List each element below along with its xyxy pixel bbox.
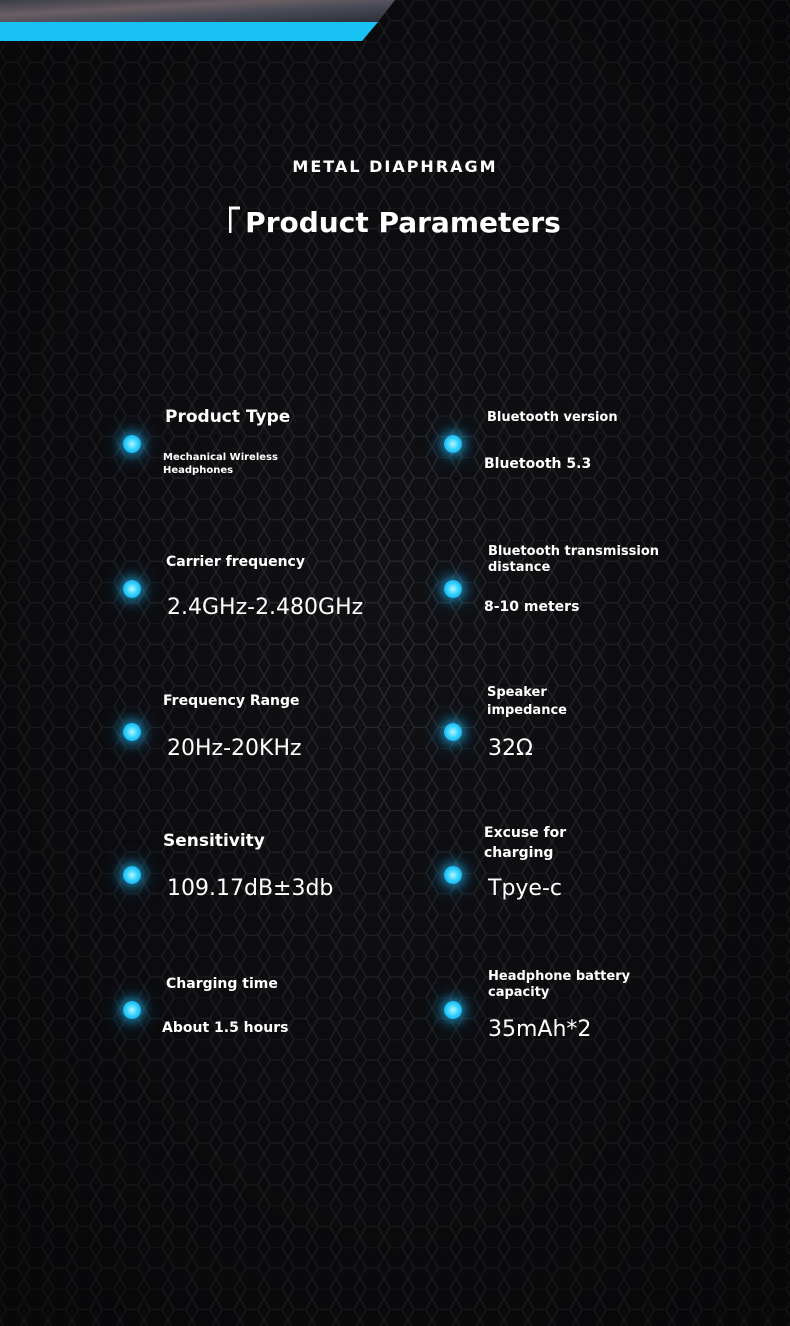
param-value: 35mAh*2	[488, 1017, 592, 1042]
glowing-dot-icon	[123, 866, 141, 884]
param-value: 109.17dB±3db	[167, 876, 334, 901]
param-label: Charging time	[166, 976, 278, 992]
param-label: Headphone battery	[488, 969, 631, 984]
glowing-dot-icon	[123, 1001, 141, 1019]
param-label: Bluetooth version	[487, 410, 618, 425]
param-value: 8-10 meters	[484, 599, 580, 615]
param-label: Speaker	[487, 685, 547, 700]
param-label: Sensitivity	[163, 831, 265, 851]
page-title	[229, 206, 561, 239]
page-title-text: Product Parameters	[245, 206, 561, 239]
param-label: capacity	[488, 985, 550, 1000]
param-label: distance	[488, 560, 551, 575]
section-subtitle: METAL DIAPHRAGM	[292, 157, 498, 176]
param-label: Frequency Range	[163, 693, 300, 709]
param-value: Tpye-c	[488, 876, 562, 901]
param-label: charging	[484, 845, 554, 861]
corner-bracket-icon	[229, 206, 241, 234]
param-value: Bluetooth 5.3	[484, 456, 592, 472]
glowing-dot-icon	[123, 723, 141, 741]
glowing-dot-icon	[123, 580, 141, 598]
param-value: Headphones	[163, 465, 234, 476]
param-value: 2.4GHz-2.480GHz	[167, 595, 364, 620]
glowing-dot-icon	[444, 580, 462, 598]
glowing-dot-icon	[444, 723, 462, 741]
param-label: Product Type	[165, 407, 291, 427]
param-value: About 1.5 hours	[162, 1020, 289, 1036]
param-value: 20Hz-20KHz	[167, 736, 302, 761]
top-banner-decoration	[0, 0, 790, 45]
param-label: Excuse for	[484, 825, 567, 841]
glowing-dot-icon	[444, 1001, 462, 1019]
glowing-dot-icon	[444, 866, 462, 884]
param-label: Carrier frequency	[166, 554, 305, 570]
param-label: impedance	[487, 703, 567, 718]
glowing-dot-icon	[123, 435, 141, 453]
param-label: Bluetooth transmission	[488, 544, 660, 559]
glowing-dot-icon	[444, 435, 462, 453]
title-wrapper	[0, 206, 790, 239]
param-value: Mechanical Wireless	[163, 452, 278, 463]
param-value: 32Ω	[488, 736, 533, 761]
